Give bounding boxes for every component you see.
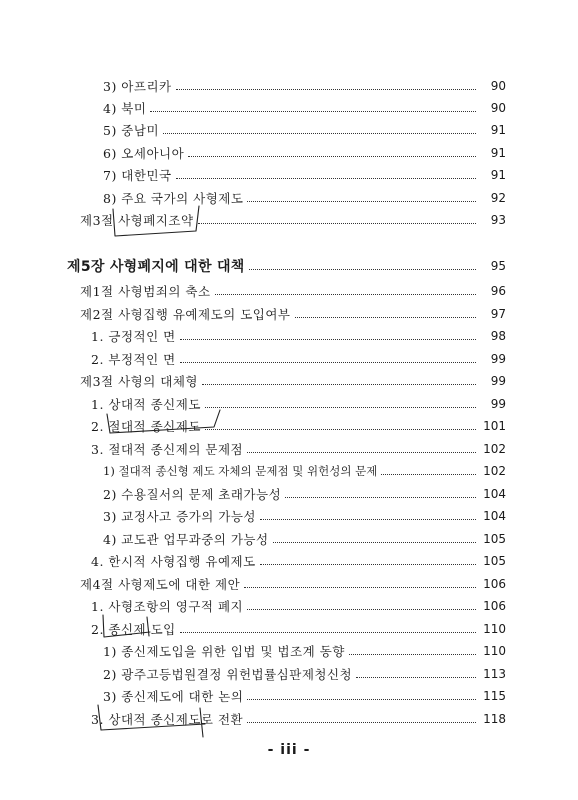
- toc-entry-title: 7) 대한민국: [103, 168, 172, 183]
- toc-entry-page: 106: [483, 599, 506, 613]
- toc-entry-title: 제2절 사형집행 유예제도의 도입여부: [80, 307, 291, 322]
- dot-leader: [247, 451, 476, 453]
- toc-chapter-title: 제5장 사형폐지에 대한 대책: [67, 259, 245, 275]
- toc-entry: [103, 641, 506, 661]
- toc-entry: [91, 439, 506, 459]
- toc-entry-page: 91: [490, 146, 506, 160]
- toc-entry: [103, 165, 506, 185]
- toc-entry-title: 8) 주요 국가의 사형제도: [103, 191, 244, 206]
- dot-leader: [295, 316, 477, 318]
- dot-leader: [215, 293, 476, 295]
- dot-leader: [205, 406, 476, 408]
- dot-leader: [247, 200, 476, 202]
- toc-entry: [80, 574, 506, 594]
- dot-leader: [150, 110, 476, 112]
- toc-chapter: [67, 256, 506, 276]
- toc-entry-title: 6) 오세아니아: [103, 146, 185, 161]
- toc-entry: [80, 281, 506, 301]
- toc-entry-page: 113: [483, 667, 506, 681]
- toc-entry: [103, 461, 506, 481]
- dot-leader: [349, 653, 476, 655]
- toc-entry-title: 2. 절대적 종신제도: [91, 419, 201, 434]
- toc-entry-title: 5) 중남미: [103, 123, 160, 138]
- toc-entry-page: 110: [483, 622, 506, 636]
- toc-entry-page: 90: [490, 101, 506, 115]
- toc-entry: [91, 596, 506, 616]
- toc-entry-title: 2) 수용질서의 문제 초래가능성: [103, 487, 282, 502]
- dot-leader: [198, 222, 476, 224]
- toc-entry-page: 97: [490, 307, 506, 321]
- toc-entry-page: 96: [490, 284, 506, 298]
- toc-entry-title: 1) 종신제도입을 위한 입법 및 법조계 동향: [103, 644, 345, 659]
- toc-entry-title: 3. 상대적 종신제도로 전환: [91, 712, 244, 727]
- dot-leader: [247, 608, 476, 610]
- toc-entry: [103, 188, 506, 208]
- dot-leader: [260, 563, 476, 565]
- toc-entry-page: 91: [490, 168, 506, 182]
- dot-leader: [247, 721, 476, 723]
- toc-entry: [91, 709, 506, 729]
- toc-entry-title: 제4절 사형제도에 대한 제안: [80, 577, 241, 592]
- toc-entry-title: 1. 상대적 종신제도: [91, 397, 201, 412]
- toc-entry-title: 4) 교도관 업무과중의 가능성: [103, 532, 269, 547]
- toc-entry-page: 104: [483, 487, 506, 501]
- dot-leader: [205, 428, 476, 430]
- toc-entry: [103, 686, 506, 706]
- dot-leader: [249, 268, 476, 270]
- toc-entry-page: 98: [490, 329, 506, 343]
- toc-entry-title: 3) 교정사고 증가의 가능성: [103, 509, 257, 524]
- dot-leader: [180, 631, 476, 633]
- toc-entry-title: 1. 사형조항의 영구적 폐지: [91, 599, 244, 614]
- dot-leader: [356, 676, 476, 678]
- toc-entry: [80, 371, 506, 391]
- toc-entry-page: 93: [490, 213, 506, 227]
- toc-entry-title: 4. 한시적 사형집행 유예제도: [91, 554, 256, 569]
- dot-leader: [273, 541, 476, 543]
- toc-entry-title: 제1절 사형범죄의 축소: [80, 284, 211, 299]
- toc-entry: [91, 551, 506, 571]
- dot-leader: [180, 361, 476, 363]
- toc-entry: [80, 210, 506, 230]
- toc-entry-title: 1. 긍정적인 면: [91, 329, 176, 344]
- toc-entry-page: 110: [483, 644, 506, 658]
- toc-entry: [91, 326, 506, 346]
- dot-leader: [244, 586, 476, 588]
- dot-leader: [381, 473, 476, 475]
- dot-leader: [176, 88, 476, 90]
- dot-leader: [247, 698, 476, 700]
- toc-entry: [91, 619, 506, 639]
- toc-entry-page: 99: [490, 352, 506, 366]
- toc-entry: [103, 506, 506, 526]
- toc-entry: [103, 76, 506, 96]
- dot-leader: [180, 338, 476, 340]
- toc-entry-page: 90: [490, 79, 506, 93]
- toc-entry: [80, 304, 506, 324]
- dot-leader: [188, 155, 476, 157]
- toc-entry: [103, 484, 506, 504]
- dot-leader: [285, 496, 476, 498]
- dot-leader: [163, 132, 476, 134]
- toc-entry-page: 99: [490, 397, 506, 411]
- dot-leader: [176, 177, 476, 179]
- toc-entry-page: 99: [490, 374, 506, 388]
- toc-entry-page: 101: [483, 419, 506, 433]
- toc-entry-page: 106: [483, 577, 506, 591]
- toc-entry-page: 118: [483, 712, 506, 726]
- toc-entry-page: 105: [483, 532, 506, 546]
- toc-entry-title: 2. 부정적인 면: [91, 352, 176, 367]
- toc-entry-page: 102: [483, 442, 506, 456]
- toc-entry: [103, 664, 506, 684]
- toc-entry: [91, 394, 506, 414]
- toc-entry-title: 1) 절대적 종신형 제도 자체의 문제점 및 위헌성의 문제: [103, 464, 378, 478]
- toc-entry-title: 3) 아프리카: [103, 79, 172, 94]
- toc-entry-title: 제3절 사형폐지조약: [80, 213, 194, 228]
- toc-entry-page: 91: [490, 123, 506, 137]
- dot-leader: [260, 518, 476, 520]
- toc-entry-title: 3) 종신제도에 대한 논의: [103, 689, 244, 704]
- toc-entry-title: 제3절 사형의 대체형: [80, 374, 198, 389]
- toc-entry-title: 2. 종신제 도입: [91, 622, 176, 637]
- toc-entry: [91, 349, 506, 369]
- toc-entry: [91, 416, 506, 436]
- toc-entry-title: 2) 광주고등법원결정 위헌법률심판제청신청: [103, 667, 353, 682]
- toc-entry-page: 115: [483, 689, 506, 703]
- toc-entry-page: 102: [483, 464, 506, 478]
- toc-entry: [103, 529, 506, 549]
- dot-leader: [202, 383, 476, 385]
- toc-entry-title: 3. 절대적 종신제의 문제점: [91, 442, 244, 457]
- page-number-footer: - iii -: [267, 742, 311, 758]
- toc-entry: [103, 143, 506, 163]
- toc-entry-title: 4) 북미: [103, 101, 147, 116]
- toc-entry: [103, 98, 506, 118]
- toc-entry-page: 105: [483, 554, 506, 568]
- toc-entry-page: 95: [490, 259, 506, 273]
- toc-entry-page: 92: [490, 191, 506, 205]
- toc-entry-page: 104: [483, 509, 506, 523]
- toc-entry: [103, 120, 506, 140]
